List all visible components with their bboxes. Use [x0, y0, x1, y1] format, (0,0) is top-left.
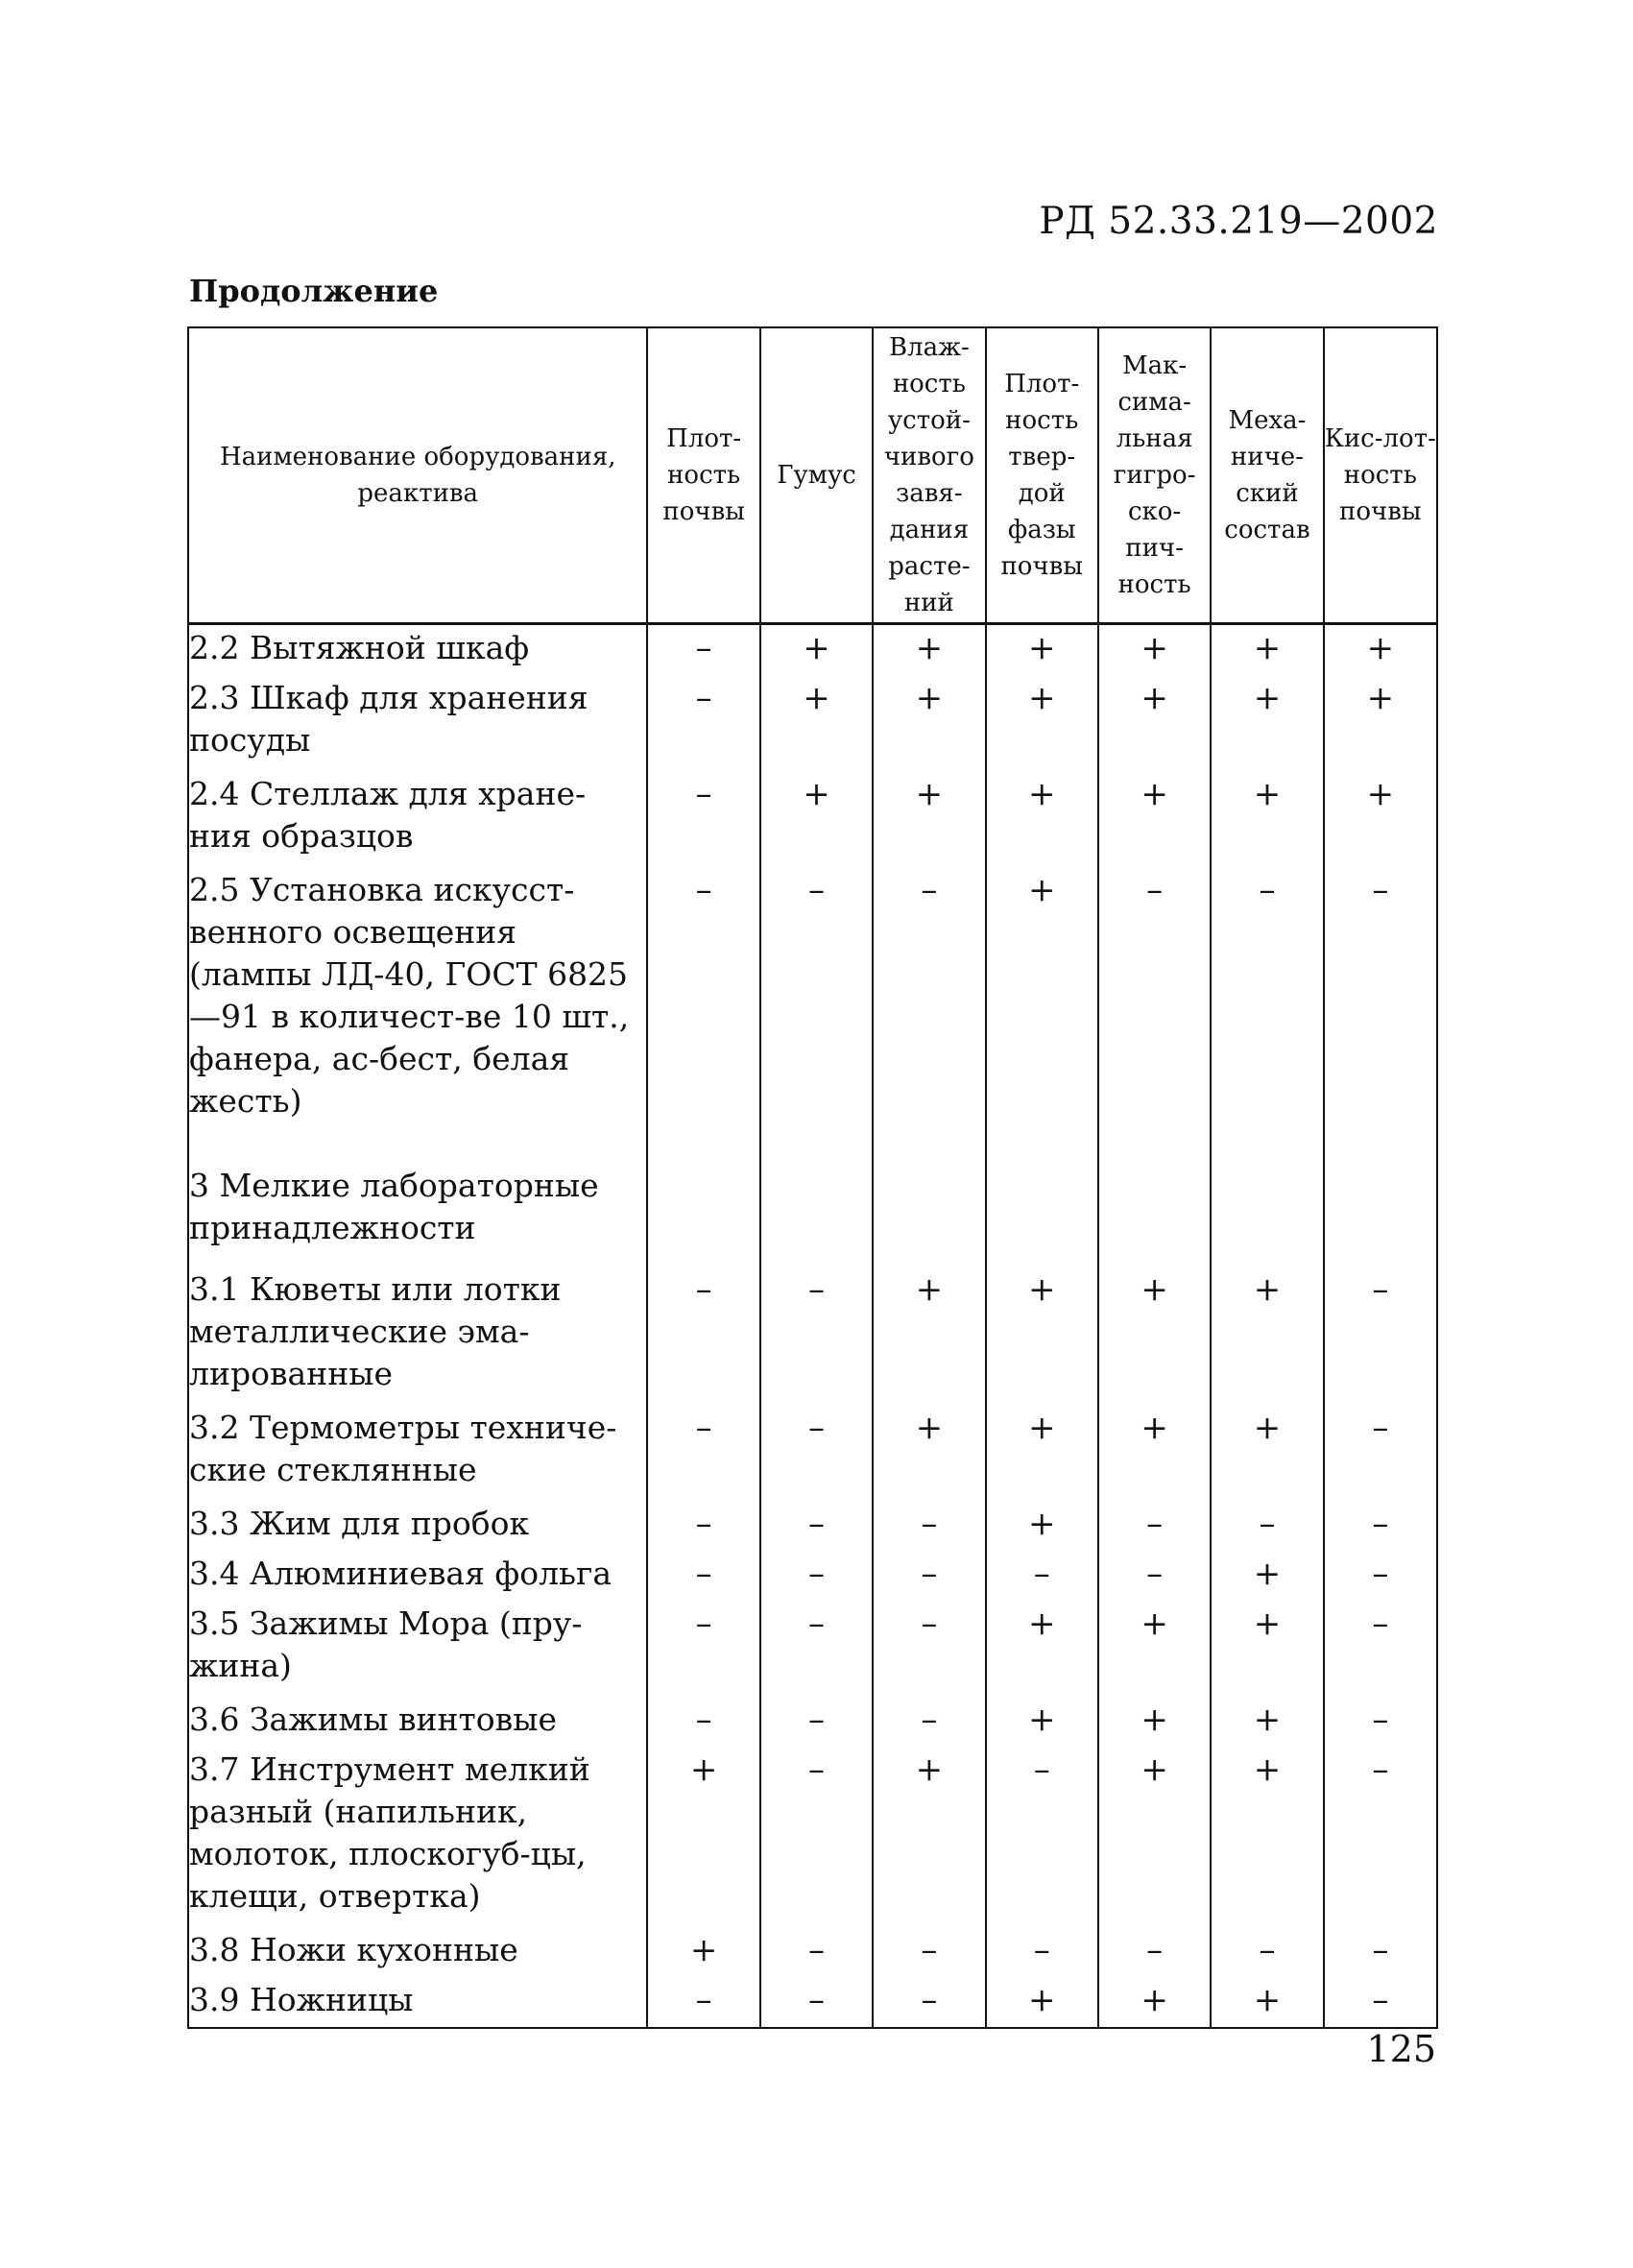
row-mark: –: [1098, 1927, 1211, 1977]
row-mark: –: [1324, 1601, 1437, 1697]
row-name: 3.3 Жим для пробок: [188, 1501, 647, 1551]
row-mark: –: [760, 1927, 873, 1977]
document-code: РД 52.33.219—2002: [1039, 200, 1438, 243]
row-mark: –: [1324, 1697, 1437, 1747]
row-mark: +: [1098, 624, 1211, 676]
row-mark: –: [647, 624, 759, 676]
row-mark: +: [873, 624, 985, 676]
row-mark: –: [1324, 1267, 1437, 1405]
row-mark: +: [1098, 1697, 1211, 1747]
row-mark: –: [986, 1747, 1098, 1927]
row-mark: +: [986, 1977, 1098, 2028]
row-mark: –: [1324, 867, 1437, 1132]
row-mark: +: [986, 1697, 1098, 1747]
row-name: 3.1 Кюветы или лотки металлические эма-лированные: [188, 1267, 647, 1405]
row-name: 3.8 Ножи кухонные: [188, 1927, 647, 1977]
row-mark: [873, 1132, 985, 1267]
row-mark: –: [873, 1551, 985, 1601]
row-name: 3.7 Инструмент мелкий разный (напильник, молоток, плоскогуб-цы, клещи, отвертка): [188, 1747, 647, 1927]
row-mark: +: [1324, 675, 1437, 771]
row-mark: +: [873, 1267, 985, 1405]
column-header-wilting-moisture: Влаж-ность устой-чивого завя-дания расте-ний: [873, 327, 985, 624]
table-row: [188, 1601, 1437, 1697]
row-mark: –: [760, 1405, 873, 1501]
row-mark: +: [1211, 1405, 1323, 1501]
row-mark: –: [1211, 867, 1323, 1132]
row-mark: [760, 1132, 873, 1267]
row-mark: +: [1098, 1977, 1211, 2028]
row-name: 3.4 Алюминиевая фольга: [188, 1551, 647, 1601]
row-mark: –: [647, 1697, 759, 1747]
row-name: 3 Мелкие лабораторные принадлежности: [188, 1132, 647, 1267]
row-mark: –: [873, 867, 985, 1132]
row-mark: +: [1098, 1267, 1211, 1405]
row-name: 3.9 Ножницы: [188, 1977, 647, 2028]
row-mark: +: [1098, 675, 1211, 771]
row-mark: –: [760, 1747, 873, 1927]
row-mark: –: [760, 1697, 873, 1747]
row-mark: +: [1098, 771, 1211, 867]
table-row: [188, 1267, 1437, 1405]
row-mark: [1098, 1132, 1211, 1267]
row-mark: [647, 1132, 759, 1267]
row-mark: +: [873, 675, 985, 771]
row-mark: +: [1211, 1267, 1323, 1405]
row-mark: –: [1211, 1927, 1323, 1977]
row-mark: +: [1211, 1977, 1323, 2028]
row-mark: +: [1324, 624, 1437, 676]
table-row: [188, 1501, 1437, 1551]
row-mark: +: [986, 1601, 1098, 1697]
table-row: [188, 771, 1437, 867]
column-header-soil-acidity: Кис-лот-ность почвы: [1324, 327, 1437, 624]
row-mark: –: [1098, 1501, 1211, 1551]
row-mark: +: [1211, 771, 1323, 867]
row-mark: –: [760, 1501, 873, 1551]
row-mark: [1324, 1132, 1437, 1267]
row-mark: –: [760, 1267, 873, 1405]
row-mark: –: [873, 1697, 985, 1747]
table-row: [188, 1405, 1437, 1501]
table-row: [188, 1927, 1437, 1977]
row-mark: –: [647, 1501, 759, 1551]
row-name: 3.2 Термометры техниче-ские стеклянные: [188, 1405, 647, 1501]
row-name: 3.5 Зажимы Мора (пру-жина): [188, 1601, 647, 1697]
row-mark: +: [986, 1267, 1098, 1405]
row-mark: +: [1211, 1551, 1323, 1601]
row-mark: –: [873, 1977, 985, 2028]
row-mark: –: [647, 1601, 759, 1697]
row-mark: –: [1324, 1501, 1437, 1551]
row-mark: –: [647, 1551, 759, 1601]
row-mark: –: [873, 1927, 985, 1977]
row-mark: –: [760, 1601, 873, 1697]
row-mark: +: [986, 624, 1098, 676]
row-mark: –: [647, 771, 759, 867]
row-mark: –: [760, 867, 873, 1132]
row-mark: +: [1211, 675, 1323, 771]
row-mark: +: [986, 1501, 1098, 1551]
row-mark: +: [986, 867, 1098, 1132]
row-mark: +: [873, 1405, 985, 1501]
table-row: [188, 1697, 1437, 1747]
column-header-mechanical-composition: Меха-ниче-ский состав: [1211, 327, 1323, 624]
table-row: [188, 1747, 1437, 1927]
table-body: [188, 624, 1437, 2029]
page-number: 125: [1366, 2028, 1436, 2070]
table-header-row: [188, 327, 1437, 624]
row-mark: –: [1211, 1501, 1323, 1551]
column-header-solid-phase-density: Плот-ность твер-дой фазы почвы: [986, 327, 1098, 624]
row-name: 3.6 Зажимы винтовые: [188, 1697, 647, 1747]
row-mark: –: [760, 1551, 873, 1601]
row-mark: –: [1098, 1551, 1211, 1601]
row-mark: [1211, 1132, 1323, 1267]
row-name: 2.5 Установка искусст-венного освещения (лампы ЛД-40, ГОСТ 6825—91 в количест-ве 10 шт., фанера, ас-бест, белая жесть): [188, 867, 647, 1132]
column-header-name: Наименование оборудования, реактива: [188, 327, 647, 624]
table-row: [188, 624, 1437, 676]
row-mark: –: [873, 1601, 985, 1697]
row-mark: –: [647, 1977, 759, 2028]
row-mark: –: [647, 1267, 759, 1405]
row-mark: –: [1324, 1747, 1437, 1927]
table-row: [188, 675, 1437, 771]
table-row: [188, 1977, 1437, 2028]
row-mark: +: [986, 771, 1098, 867]
equipment-table: [187, 326, 1438, 2029]
row-mark: +: [986, 1405, 1098, 1501]
row-mark: +: [1211, 624, 1323, 676]
row-mark: [986, 1132, 1098, 1267]
row-mark: +: [1211, 1747, 1323, 1927]
row-mark: –: [647, 1405, 759, 1501]
row-mark: –: [647, 867, 759, 1132]
row-name: 2.2 Вытяжной шкаф: [188, 624, 647, 676]
row-mark: +: [1098, 1747, 1211, 1927]
row-mark: –: [986, 1551, 1098, 1601]
row-mark: +: [986, 675, 1098, 771]
row-mark: +: [1324, 771, 1437, 867]
row-mark: –: [1324, 1977, 1437, 2028]
row-mark: –: [986, 1927, 1098, 1977]
row-mark: +: [1211, 1601, 1323, 1697]
column-header-soil-density: Плот-ность почвы: [647, 327, 759, 624]
column-header-max-hygroscopicity: Мак-сима-льная гигро-ско-пич-ность: [1098, 327, 1211, 624]
row-mark: +: [760, 624, 873, 676]
row-mark: +: [647, 1927, 759, 1977]
row-mark: +: [873, 1747, 985, 1927]
table-row: [188, 1132, 1437, 1267]
row-mark: –: [873, 1501, 985, 1551]
row-mark: +: [873, 771, 985, 867]
row-mark: –: [647, 675, 759, 771]
row-mark: +: [760, 771, 873, 867]
continuation-label: Продолжение: [189, 273, 439, 309]
table-row: [188, 1551, 1437, 1601]
row-mark: +: [1098, 1601, 1211, 1697]
row-mark: +: [647, 1747, 759, 1927]
row-name: 2.3 Шкаф для хранения посуды: [188, 675, 647, 771]
row-mark: +: [760, 675, 873, 771]
row-mark: +: [1098, 1405, 1211, 1501]
row-mark: +: [1211, 1697, 1323, 1747]
row-mark: –: [1098, 867, 1211, 1132]
table-row: [188, 867, 1437, 1132]
row-mark: –: [760, 1977, 873, 2028]
row-name: 2.4 Стеллаж для хране-ния образцов: [188, 771, 647, 867]
row-mark: –: [1324, 1405, 1437, 1501]
row-mark: –: [1324, 1927, 1437, 1977]
row-mark: –: [1324, 1551, 1437, 1601]
column-header-humus: Гумус: [760, 327, 873, 624]
